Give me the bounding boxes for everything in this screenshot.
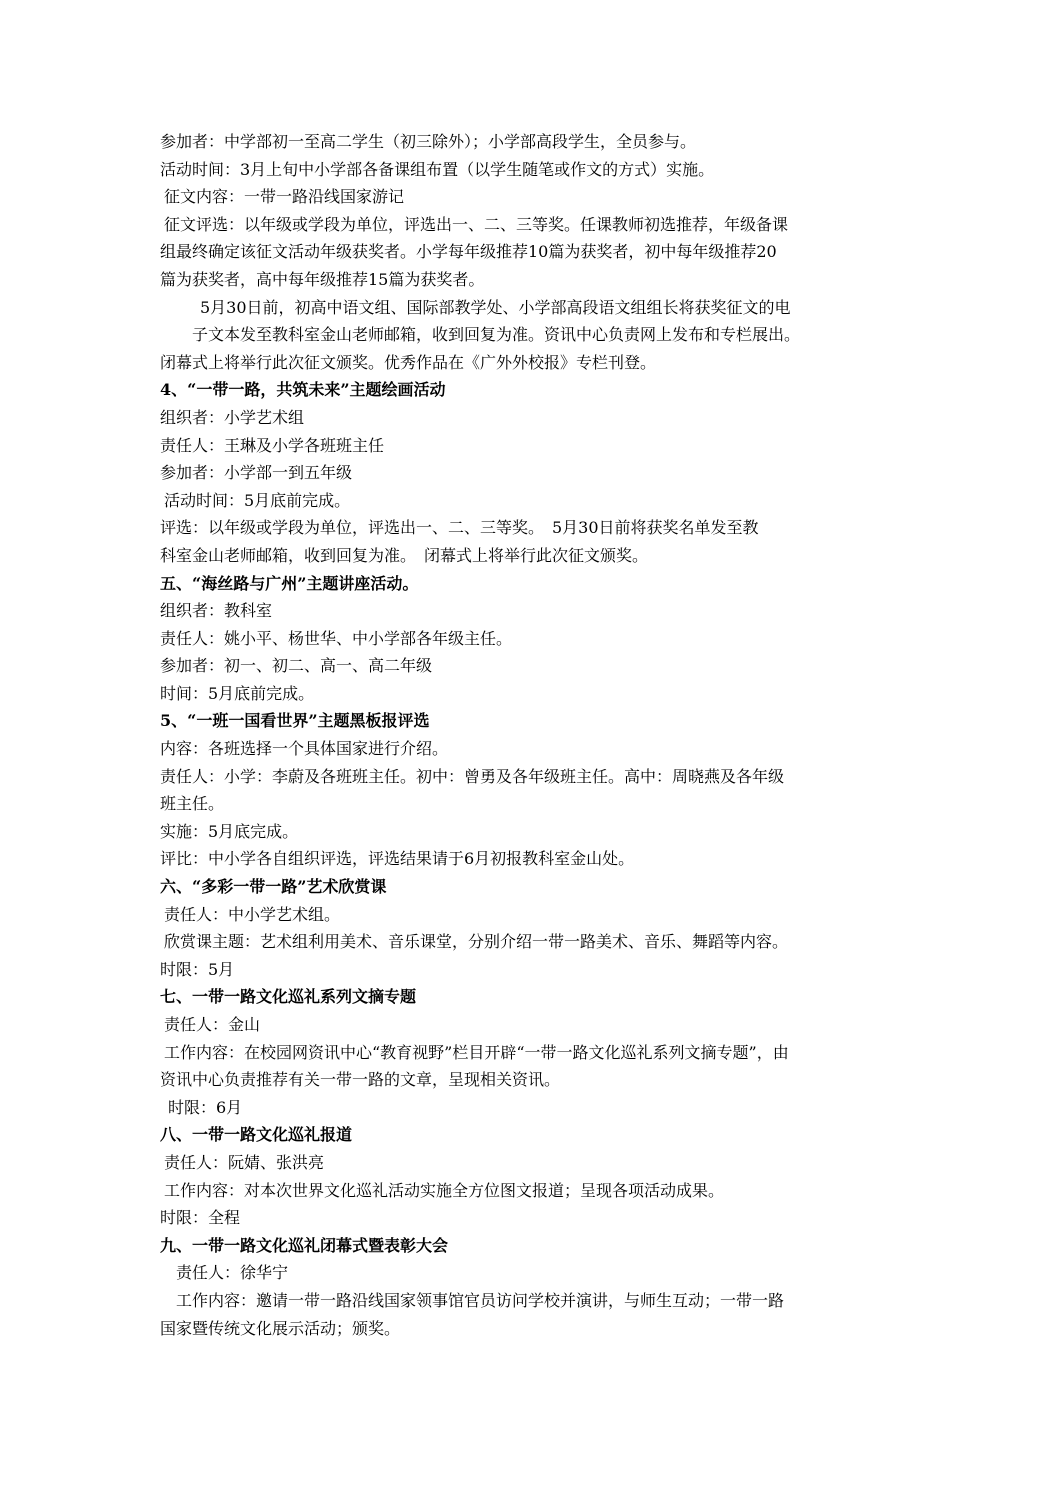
text-line: 活动时间：3月上旬中小学部各备课组布置（以学生随笔或作文的方式）实施。 — [160, 159, 715, 179]
section-heading: 5、“一班一国看世界”主题黑板报评选 — [160, 711, 430, 731]
text-line: 国家暨传统文化展示活动；颁奖。 — [160, 1318, 401, 1338]
section-heading: 九、一带一路文化巡礼闭幕式暨表彰大会 — [160, 1235, 449, 1255]
text-line: 工作内容：对本次世界文化巡礼活动实施全方位图文报道；呈现各项活动成果。 — [164, 1180, 725, 1200]
text-line: 内容：各班选择一个具体国家进行介绍。 — [160, 739, 449, 759]
text-line: 征文评选：以年级或学段为单位，评选出一、二、三等奖。任课教师初选推荐，年级备课 — [164, 214, 789, 234]
text-line: 时限：全程 — [160, 1208, 241, 1228]
text-line: 责任人：金山 — [164, 1015, 261, 1034]
text-line: 责任人：阮婧、张洪亮 — [164, 1152, 325, 1172]
text-line: 资讯中心负责推荐有关一带一路的文章，呈现相关资讯。 — [160, 1070, 561, 1090]
text-line: 参加者：初一、初二、高一、高二年级 — [160, 656, 433, 676]
text-line: 子文本发至教科室金山老师邮箱，收到回复为准。资讯中心负责网上发布和专栏展出。 — [192, 325, 801, 345]
text-line: 实施：5月底完成。 — [160, 821, 299, 841]
text-line: 时限：5月 — [160, 959, 235, 979]
text-line: 评比：中小学各自组织评选，评选结果请于6月初报教科室金山处。 — [160, 849, 635, 869]
text-line: 责任人：小学：李蔚及各班班主任。初中：曾勇及各年级班主任。高中：周晓燕及各年级 — [160, 766, 785, 786]
section-heading: 八、一带一路文化巡礼报道 — [160, 1125, 353, 1145]
section-heading: 4、“一带一路，共筑未来”主题绘画活动 — [160, 380, 446, 400]
section-heading: 七、一带一路文化巡礼系列文摘专题 — [160, 987, 417, 1007]
section-heading: 六、“多彩一带一路”艺术欣赏课 — [160, 877, 387, 897]
text-line: 时间：5月底前完成。 — [160, 683, 315, 703]
section-heading: 五、“海丝路与广州”主题讲座活动。 — [160, 573, 419, 593]
text-line: 参加者：中学部初一至高二学生（初三除外）；小学部高段学生，全员参与。 — [160, 132, 697, 151]
text-line: 工作内容：邀请一带一路沿线国家领事馆官员访问学校并演讲，与师生互动；一带一路 — [176, 1290, 785, 1310]
text-line: 班主任。 — [160, 794, 225, 814]
text-line: 时限：6月 — [168, 1097, 243, 1117]
document-page — [160, 128, 900, 1342]
text-line: 5月30日前，初高中语文组、国际部教学处、小学部高段语文组组长将获奖征文的电 — [200, 297, 791, 317]
text-line: 责任人：徐华宁 — [176, 1263, 289, 1283]
text-line: 科室金山老师邮箱，收到回复为准。 闭幕式上将举行此次征文颁奖。 — [160, 545, 649, 565]
text-line: 责任人：王琳及小学各班班主任 — [160, 435, 385, 455]
text-line: 组织者：小学艺术组 — [160, 407, 305, 427]
text-line: 责任人：姚小平、杨世华、中小学部各年级主任。 — [160, 628, 513, 648]
text-line: 评选：以年级或学段为单位，评选出一、二、三等奖。 5月30日前将获奖名单发至教 — [160, 518, 759, 538]
text-line: 征文内容：一带一路沿线国家游记 — [164, 187, 405, 207]
text-line: 组织者：教科室 — [160, 601, 273, 621]
text-line: 闭幕式上将举行此次征文颁奖。优秀作品在《广外外校报》专栏刊登。 — [160, 352, 657, 372]
text-line: 工作内容：在校园网资讯中心“教育视野”栏目开辟“一带一路文化巡礼系列文摘专题”，由 — [164, 1042, 789, 1062]
text-line: 参加者：小学部一到五年级 — [160, 463, 353, 483]
text-line: 篇为获奖者，高中每年级推荐15篇为获奖者。 — [160, 269, 485, 289]
text-line: 欣赏课主题：艺术组利用美术、音乐课堂，分别介绍一带一路美术、音乐、舞蹈等内容。 — [164, 932, 789, 952]
text-line: 活动时间：5月底前完成。 — [164, 490, 351, 510]
text-line: 组最终确定该征文活动年级获奖者。小学每年级推荐10篇为获奖者，初中每年级推荐20 — [160, 242, 777, 262]
text-line: 责任人：中小学艺术组。 — [164, 904, 341, 924]
